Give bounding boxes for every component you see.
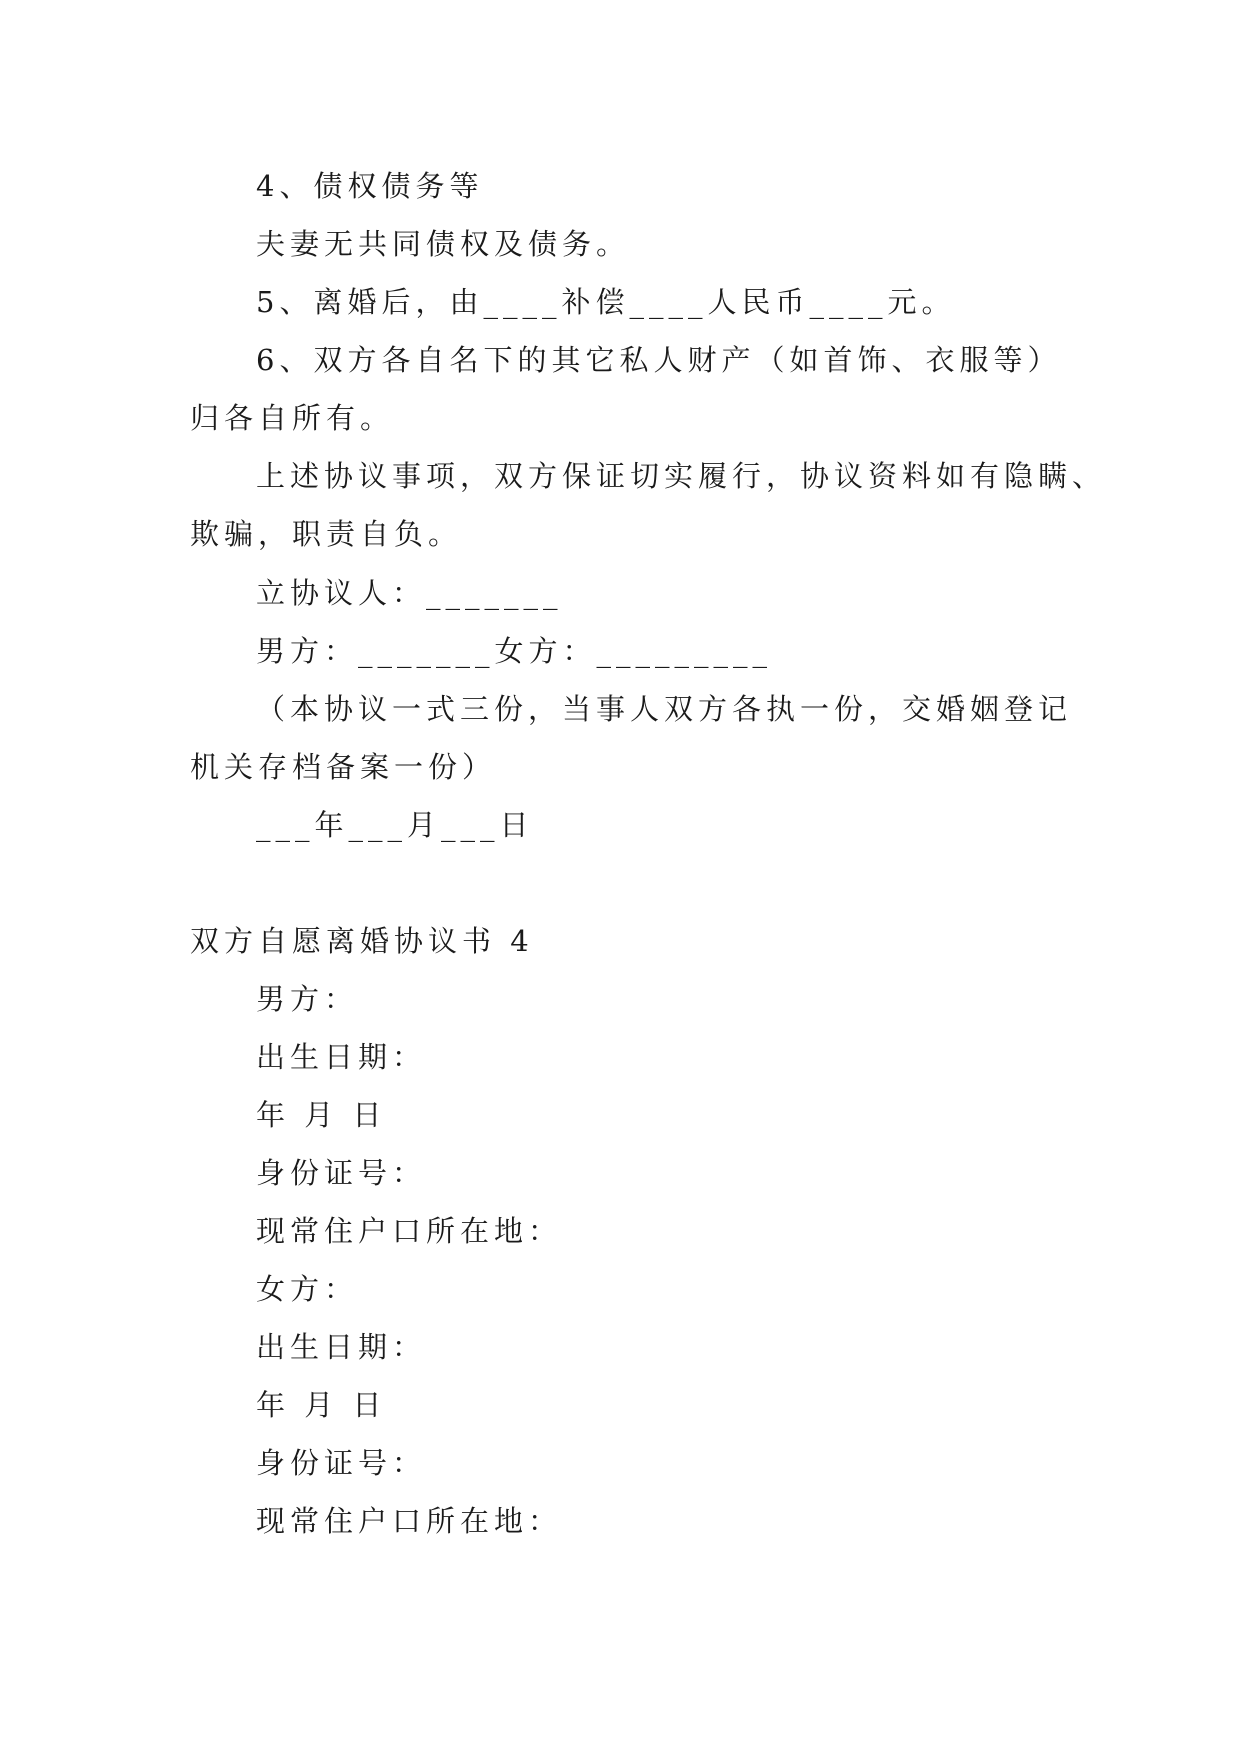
clause-6-continuation: 归各自所有。 xyxy=(190,401,395,435)
clause-4-heading: 4、债权债务等 xyxy=(256,169,484,203)
signatory-line: 立协议人：_______ xyxy=(256,576,563,610)
female-id-label: 身份证号： xyxy=(256,1446,427,1480)
clause-5-text: 5、离婚后，由____补偿____人民币____元。 xyxy=(256,285,956,319)
guarantee-text: 上述协议事项，双方保证切实履行，协议资料如有隐瞒、 xyxy=(256,459,1107,493)
female-birthdate-label: 出生日期： xyxy=(256,1330,427,1364)
copies-note-continuation: 机关存档备案一份） xyxy=(190,750,497,784)
section-title: 双方自愿离婚协议书 4 xyxy=(190,924,534,958)
male-label: 男方： xyxy=(256,982,359,1016)
male-date-fields: 年 月 日 xyxy=(256,1098,387,1132)
date-line: ___年___月___日 xyxy=(256,808,534,842)
male-birthdate-label: 出生日期： xyxy=(256,1040,427,1074)
copies-note: （本协议一式三份，当事人双方各执一份，交婚姻登记 xyxy=(256,692,1073,726)
female-date-fields: 年 月 日 xyxy=(256,1388,387,1422)
male-id-label: 身份证号： xyxy=(256,1156,427,1190)
female-residence-label: 现常住户口所在地： xyxy=(256,1504,563,1538)
female-label: 女方： xyxy=(256,1272,359,1306)
guarantee-continuation: 欺骗，职责自负。 xyxy=(190,517,463,551)
clause-6-text: 6、双方各自名下的其它私人财产（如首饰、衣服等） xyxy=(256,343,1062,377)
parties-signature-line: 男方：_______女方：_________ xyxy=(256,634,773,668)
clause-4-text: 夫妻无共同债权及债务。 xyxy=(256,227,631,261)
male-residence-label: 现常住户口所在地： xyxy=(256,1214,563,1248)
